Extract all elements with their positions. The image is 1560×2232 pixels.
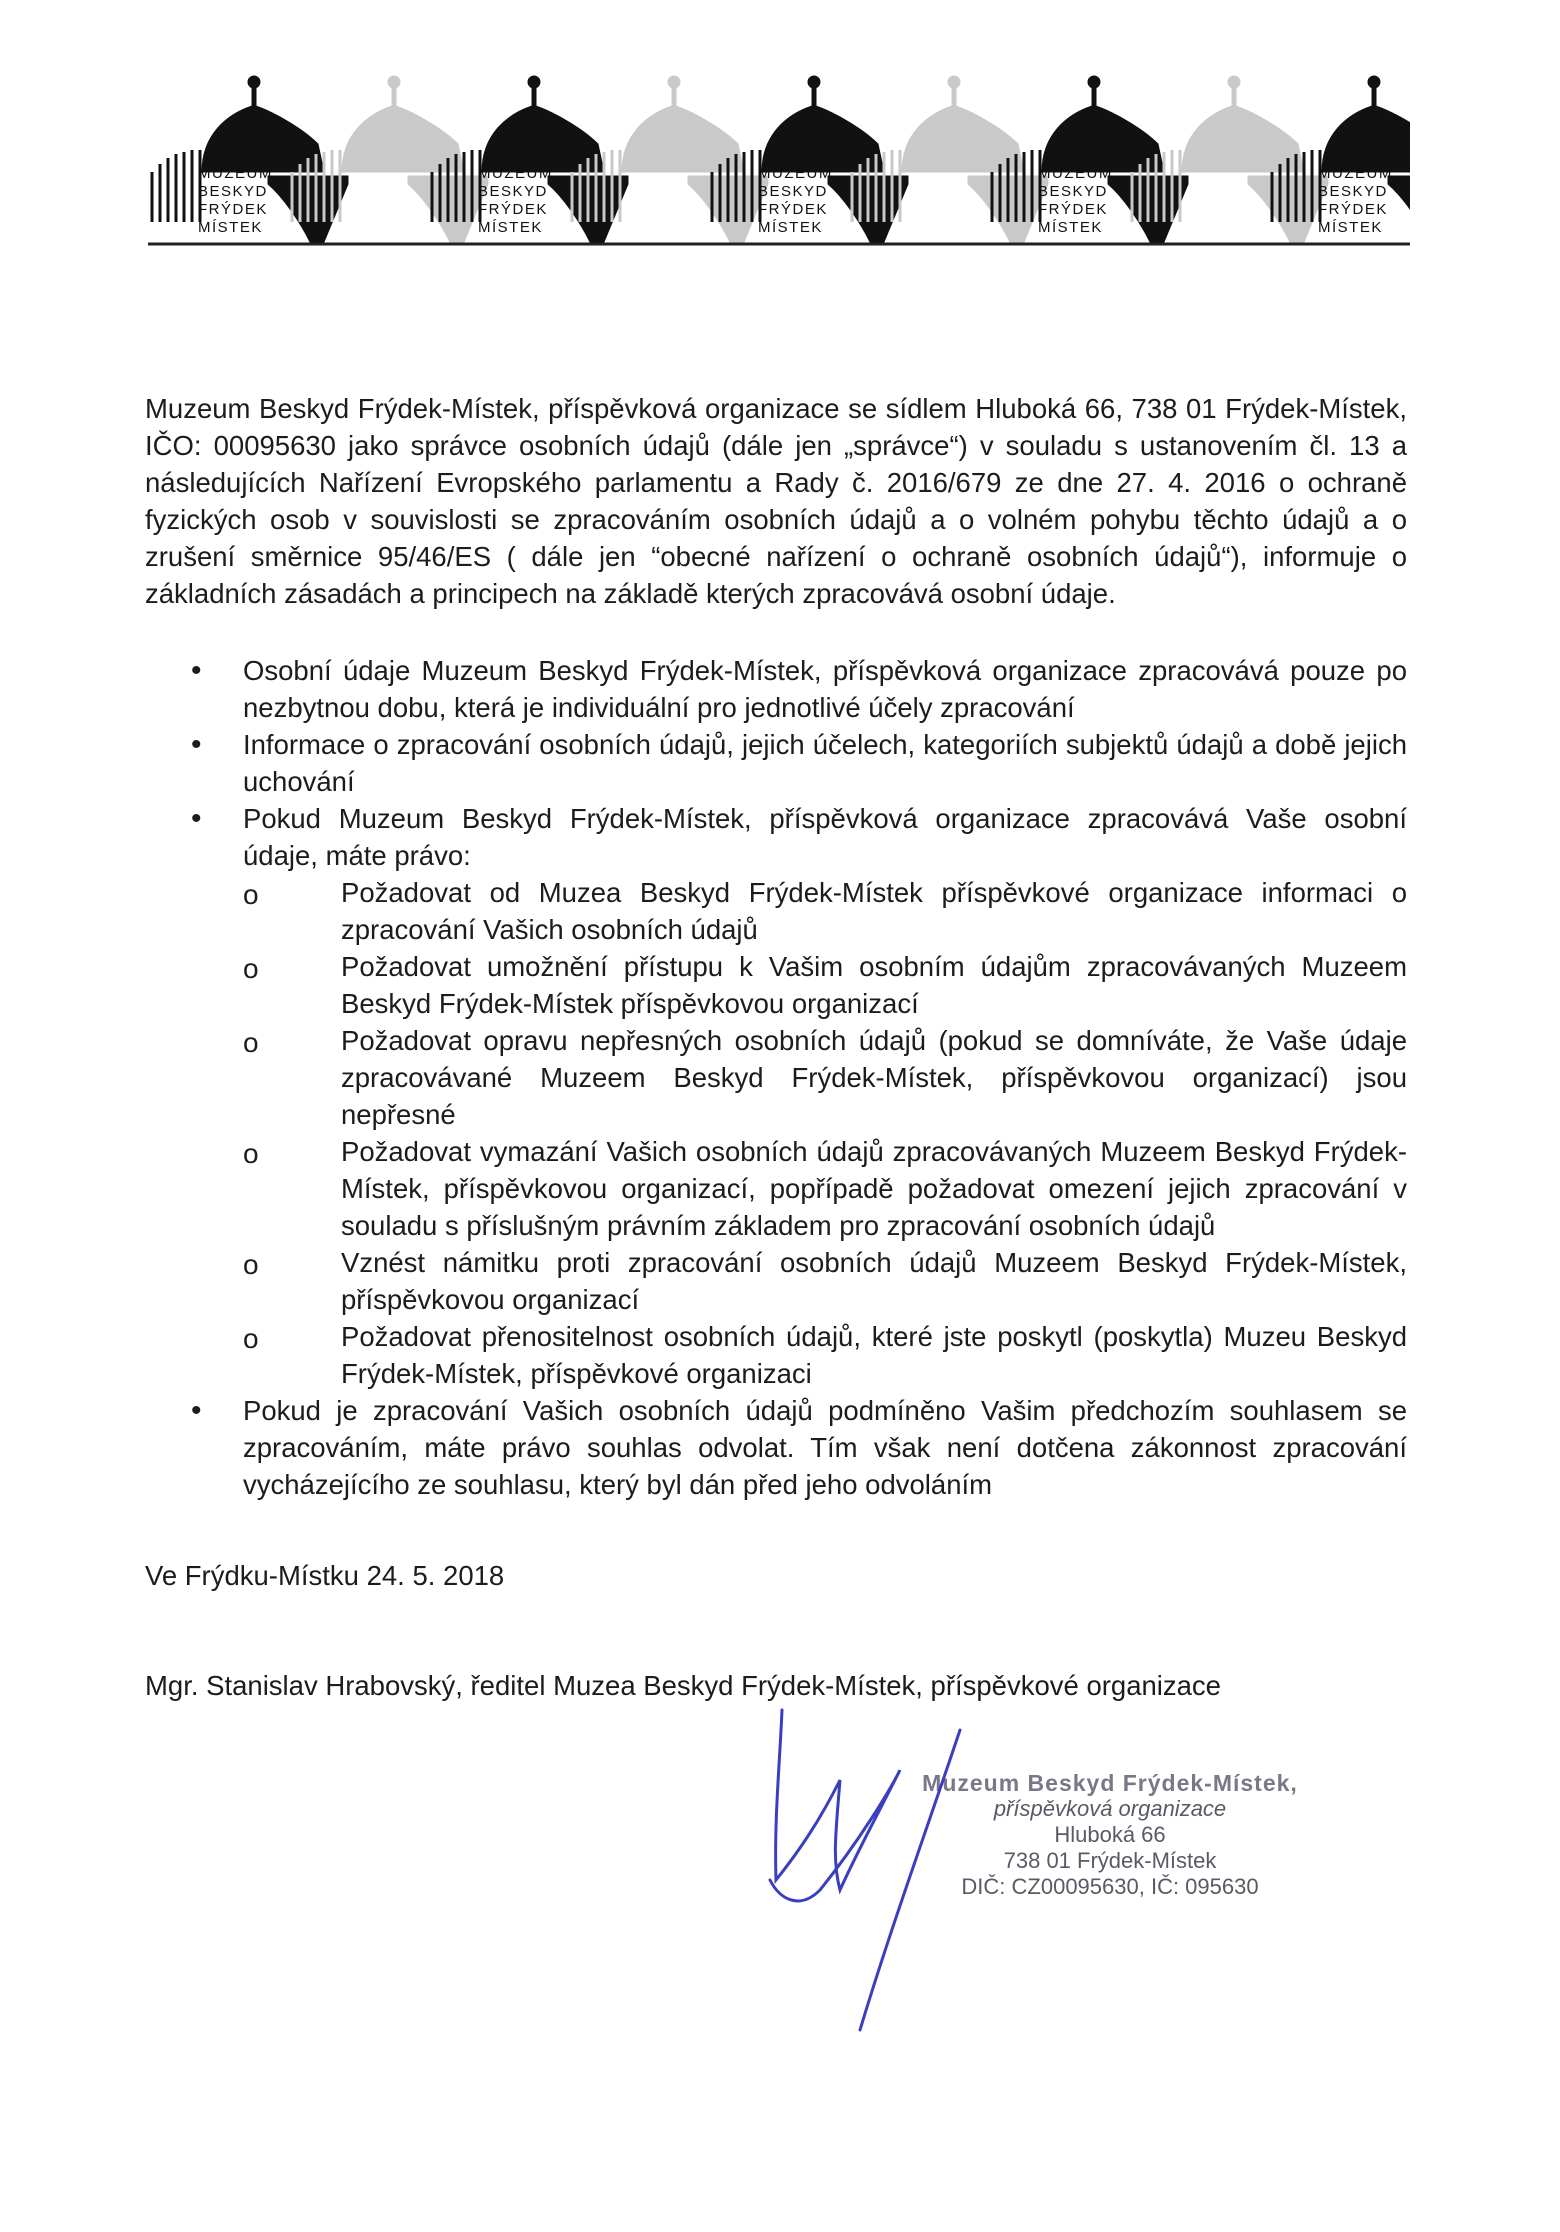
stamp-city: 738 01 Frýdek-Místek [1003, 1848, 1217, 1873]
circle-bullet-icon: o [243, 879, 259, 910]
logo-text: MÍSTEK [758, 219, 823, 236]
logo-text: MUZEUM [758, 165, 833, 182]
list-item: o Vznést námitku proti zpracování osobních údajů Muzeem Beskyd Frýdek-Místek, příspěvkovou organizací [243, 1247, 1407, 1315]
rights-bullet-list [145, 652, 1407, 1503]
logo-text: FRÝDEK [758, 201, 828, 218]
logo-text: MUZEUM [478, 165, 553, 182]
bullet-icon: • [191, 802, 202, 835]
logo-text: MÍSTEK [478, 219, 543, 236]
logo-text: MÍSTEK [198, 219, 263, 236]
logo-text: MÍSTEK [1038, 219, 1103, 236]
signature-icon [740, 1700, 1000, 2040]
logo-text: MÍSTEK [1318, 219, 1383, 236]
rights-sublist [145, 874, 1407, 1392]
logo-text: MUZEUM [1318, 165, 1393, 182]
list-item: o Požadovat od Muzea Beskyd Frýdek-Místek příspěvkové organizace informaci o zpracování Vašich osobních údajů [243, 877, 1407, 945]
signatory-line: Mgr. Stanislav Hrabovský, ředitel Muzea Beskyd Frýdek-Místek, příspěvkové organizace [145, 1670, 1221, 1701]
document-body [145, 390, 1407, 1503]
list-item: o Požadovat opravu nepřesných osobních údajů (pokud se domníváte, že Vaše údaje zpracovávané Muzeem Beskyd Frýdek-Místek, příspěvkovou organizací) jsou nepřesné [243, 1025, 1407, 1130]
circle-bullet-icon: o [243, 1323, 259, 1354]
stamp-ids: DIČ: CZ00095630, IČ: 095630 [961, 1874, 1259, 1899]
circle-bullet-icon: o [243, 1138, 259, 1169]
list-item: o Požadovat vymazání Vašich osobních údajů zpracovávaných Muzeem Beskyd Frýdek-Místek, příspěvkovou organizací, popřípadě požadovat omezení jejich zpracování v souladu s příslušným právním základem pro zpracování osobních údajů [243, 1136, 1407, 1241]
bullet-icon: • [191, 654, 202, 687]
stamp-name: Muzeum Beskyd Frýdek-Místek, [922, 1770, 1298, 1796]
list-item: • Pokud je zpracování Vašich osobních údajů podmíněno Vašim předchozím souhlasem se zpracováním, máte právo souhlas odvolat. Tím však není dotčena zákonnost zpracování vycházejícího ze souhlasu, který byl dán před jeho odvoláním [191, 1394, 1407, 1500]
logo-text: BESKYD [198, 183, 268, 200]
logo-text: FRÝDEK [478, 201, 548, 218]
logo-text: MUZEUM [1038, 165, 1113, 182]
list-item: • Osobní údaje Muzeum Beskyd Frýdek-Místek, příspěvková organizace zpracovává pouze po nezbytnou dobu, která je individuální pro jednotlivé účely zpracování [191, 654, 1407, 723]
logo-text: FRÝDEK [1038, 201, 1108, 218]
logo-text: FRÝDEK [198, 201, 268, 218]
logo-text: BESKYD [1318, 183, 1388, 200]
logo-text: FRÝDEK [1318, 201, 1388, 218]
circle-bullet-icon: o [243, 953, 259, 984]
list-item: o Požadovat umožnění přístupu k Vašim osobním údajům zpracovávaných Muzeem Beskyd Frýdek-Místek příspěvkovou organizací [243, 951, 1407, 1019]
museum-logo-icon [148, 72, 1410, 250]
stamp-street: Hluboká 66 [1054, 1822, 1166, 1847]
header-logo-band [148, 72, 1410, 250]
list-item: • Pokud Muzeum Beskyd Frýdek-Místek, příspěvková organizace zpracovává Vaše osobní údaje, máte právo: o Požadovat od Muzea Beskyd Frýdek-Místek příspěvkové organizace informaci o zpracování Vašich osobních údajů o Požadovat umožnění přístupu k Vašim osobním údajům zpracovávaných Muzeem Beskyd Frýdek-Místek příspěvkovou organizací o Požadovat opravu nepřesných osobních údajů (pokud se domníváte, že Vaše údaje zpracovávané Muzeem Beskyd Frýdek-Místek, příspěvkovou organizací) jsou nepřesné o Požadovat vymazání Vašich osobních údajů zpracovávaných Muzeem Beskyd Frýdek-Místek, příspěvkovou organizací, popřípadě požadovat omezení jejich zpracování v souladu s příslušným právním základem pro zpracování osobních údajů o Vznést námitku proti zpracování osobních údajů Muzeem Beskyd Frýdek-Místek, příspěvkovou organizací o Požadovat přenositelnost osobních údajů, které jste poskytl (poskytla) Muzeu Beskyd Frýdek-Místek, příspěvkové organizaci [145, 800, 1407, 1392]
logo-text: BESKYD [478, 183, 548, 200]
intro-paragraph: Muzeum Beskyd Frýdek-Místek, příspěvková organizace se sídlem Hluboká 66, 738 01 Frýdek-Místek, IČO: 00095630 jako správce osobních údajů (dále jen „správce“) v souladu s ustanovením čl. 13 a následujících Nařízení Evropského parlamentu a Rady č. 2016/679 ze dne 27. 4. 2016 o ochraně fyzických osob v souvislosti se zpracováním osobních údajů a o volném pohybu těchto údajů a o zrušení směrnice 95/46/ES ( dále jen “obecné nařízení o ochraně osobních údajů“), informuje o základních zásadách a principech na základě kterých zpracovává osobní údaje. [145, 393, 1407, 609]
circle-bullet-icon: o [243, 1027, 259, 1058]
logo-text: MUZEUM [198, 165, 273, 182]
bullet-icon: • [191, 728, 202, 761]
circle-bullet-icon: o [243, 1249, 259, 1280]
bullet-icon: • [191, 1394, 202, 1427]
place-date: Ve Frýdku-Místku 24. 5. 2018 [145, 1560, 505, 1591]
list-item: o Požadovat přenositelnost osobních údajů, které jste poskytl (poskytla) Muzeu Beskyd Frýdek-Místek, příspěvkové organizaci [243, 1321, 1407, 1389]
logo-text: BESKYD [1038, 183, 1108, 200]
logo-text: BESKYD [758, 183, 828, 200]
stamp-type: příspěvková organizace [993, 1796, 1227, 1821]
list-item: • Informace o zpracování osobních údajů, jejich účelech, kategoriích subjektů údajů a době jejich uchování [191, 728, 1407, 797]
